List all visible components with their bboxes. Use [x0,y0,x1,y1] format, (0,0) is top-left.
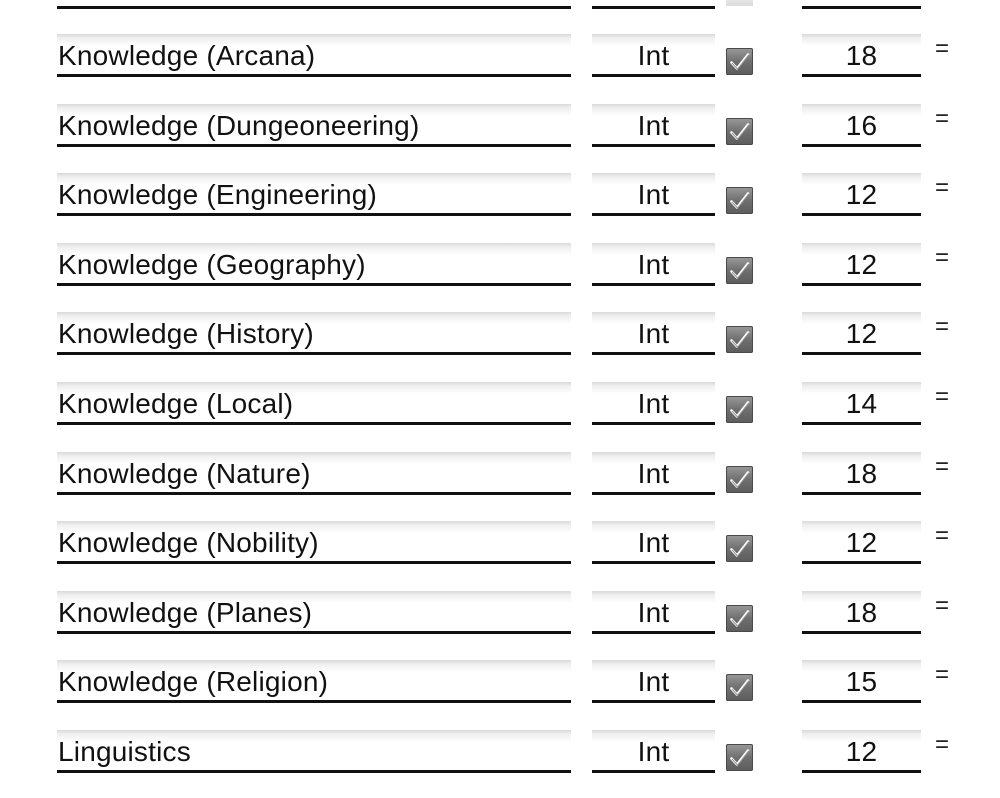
class-skill-checkbox[interactable] [726,744,753,771]
checkmark-icon [728,607,751,630]
skill-total-value: 12 [845,527,878,559]
skill-total-field[interactable] [802,730,921,773]
skill-total-value: 18 [845,596,878,628]
class-skill-checkbox[interactable] [726,48,753,75]
skill-total-value: 18 [845,457,878,489]
equals-label: = [935,35,950,62]
skill-name-field[interactable] [57,660,571,703]
equals-label: = [935,452,950,480]
equals-label: = [935,104,950,132]
class-skill-checkbox[interactable] [726,118,753,145]
checkmark-icon [728,120,751,143]
ability-value: Int [637,109,670,141]
equals-sign [935,521,949,551]
skill-row [0,171,1000,241]
skill-name: Knowledge (Nobility) [58,527,319,559]
name-field-underline [57,6,571,9]
skill-total-value: 14 [845,388,878,419]
ability-value: Int [637,527,670,559]
ability-field[interactable] [592,382,715,425]
checkmark-icon [728,398,751,421]
equals-label: = [935,313,950,341]
skill-total-field[interactable] [802,34,921,77]
equals-sign [935,173,949,203]
checkmark-icon [728,468,751,491]
skill-total-value: 16 [845,109,878,141]
skill-total-value: 12 [845,179,878,211]
checkmark-icon [728,259,751,282]
ability-field[interactable] [592,173,715,216]
skill-name: Knowledge (Arcana) [58,40,316,71]
skill-name-field[interactable] [57,243,571,286]
ability-value: Int [637,40,670,71]
total-field-underline [802,6,921,9]
checkmark-icon [728,676,751,699]
ability-field[interactable] [592,660,715,703]
equals-label: = [935,243,950,271]
skill-row [0,380,1000,450]
skill-name-field[interactable] [57,521,571,564]
skill-total-field[interactable] [802,312,921,355]
skill-row [0,32,1000,102]
equals-sign [935,452,949,482]
skill-total-value: 15 [845,666,878,698]
skill-total-field[interactable] [802,521,921,564]
skill-name-field[interactable] [57,452,571,495]
equals-sign [935,104,949,134]
skill-name-field[interactable] [57,730,571,773]
equals-label: = [935,731,950,758]
equals-sign [935,730,949,760]
skill-row [0,519,1000,589]
skill-total-value: 18 [845,40,878,71]
skill-name: Linguistics [58,736,191,767]
skill-name-field[interactable] [57,104,571,147]
skill-total-field[interactable] [802,382,921,425]
class-skill-checkbox[interactable] [726,674,753,701]
skill-row [0,241,1000,311]
checkmark-icon [728,537,751,560]
skill-name: Knowledge (Geography) [58,248,366,280]
skill-name: Knowledge (Religion) [58,666,329,698]
equals-label: = [935,522,950,550]
skill-total-field[interactable] [802,660,921,703]
ability-value: Int [637,388,670,419]
skill-name: Knowledge (History) [58,318,314,350]
ability-field[interactable] [592,591,715,634]
ability-field[interactable] [592,243,715,286]
class-skill-checkbox[interactable] [726,257,753,284]
class-skill-checkbox[interactable] [726,326,753,353]
equals-sign [935,243,949,273]
skill-name-field[interactable] [57,312,571,355]
ability-value: Int [637,318,670,350]
skill-name: Knowledge (Nature) [58,457,311,489]
ability-field-underline [592,6,715,9]
skill-total-field[interactable] [802,591,921,634]
equals-sign [935,591,949,621]
skill-name-field[interactable] [57,173,571,216]
ability-field[interactable] [592,521,715,564]
skill-name: Knowledge (Planes) [58,596,313,628]
skill-row [0,728,1000,798]
checkmark-icon [728,50,751,73]
ability-value: Int [637,736,670,767]
skill-row [0,310,1000,380]
skill-name-field[interactable] [57,34,571,77]
checkbox-edge [726,0,753,6]
checkmark-icon [728,328,751,351]
equals-sign [935,660,949,690]
checkmark-icon [728,189,751,212]
equals-sign [935,382,949,412]
ability-field[interactable] [592,312,715,355]
skill-name-field[interactable] [57,591,571,634]
skill-name: Knowledge (Engineering) [58,179,378,211]
ability-value: Int [637,248,670,280]
ability-value: Int [637,457,670,489]
skill-total-field[interactable] [802,243,921,286]
equals-label: = [935,591,950,619]
equals-sign [935,312,949,342]
skill-row [0,102,1000,172]
skill-name-field[interactable] [57,382,571,425]
skill-total-value: 12 [845,248,878,280]
partial-skill-row [0,0,1000,10]
ability-value: Int [637,179,670,211]
class-skill-checkbox[interactable] [726,535,753,562]
skill-total-value: 12 [845,736,878,767]
ability-value: Int [637,666,670,698]
equals-label: = [935,661,950,689]
equals-label: = [935,174,950,202]
equals-sign [935,34,949,64]
equals-label: = [935,383,950,410]
skill-row [0,589,1000,659]
ability-value: Int [637,596,670,628]
class-skill-checkbox[interactable] [726,466,753,493]
skill-row [0,450,1000,520]
checkmark-icon [728,746,751,769]
skill-row [0,658,1000,728]
class-skill-checkbox[interactable] [726,605,753,632]
ability-field[interactable] [592,104,715,147]
skill-name: Knowledge (Local) [58,388,294,419]
class-skill-checkbox[interactable] [726,396,753,423]
skill-total-value: 12 [845,318,878,350]
class-skill-checkbox[interactable] [726,187,753,214]
skill-total-field[interactable] [802,104,921,147]
skill-total-field[interactable] [802,452,921,495]
ability-field[interactable] [592,730,715,773]
skill-total-field[interactable] [802,173,921,216]
skill-name: Knowledge (Dungeoneering) [58,109,420,141]
ability-field[interactable] [592,452,715,495]
ability-field[interactable] [592,34,715,77]
